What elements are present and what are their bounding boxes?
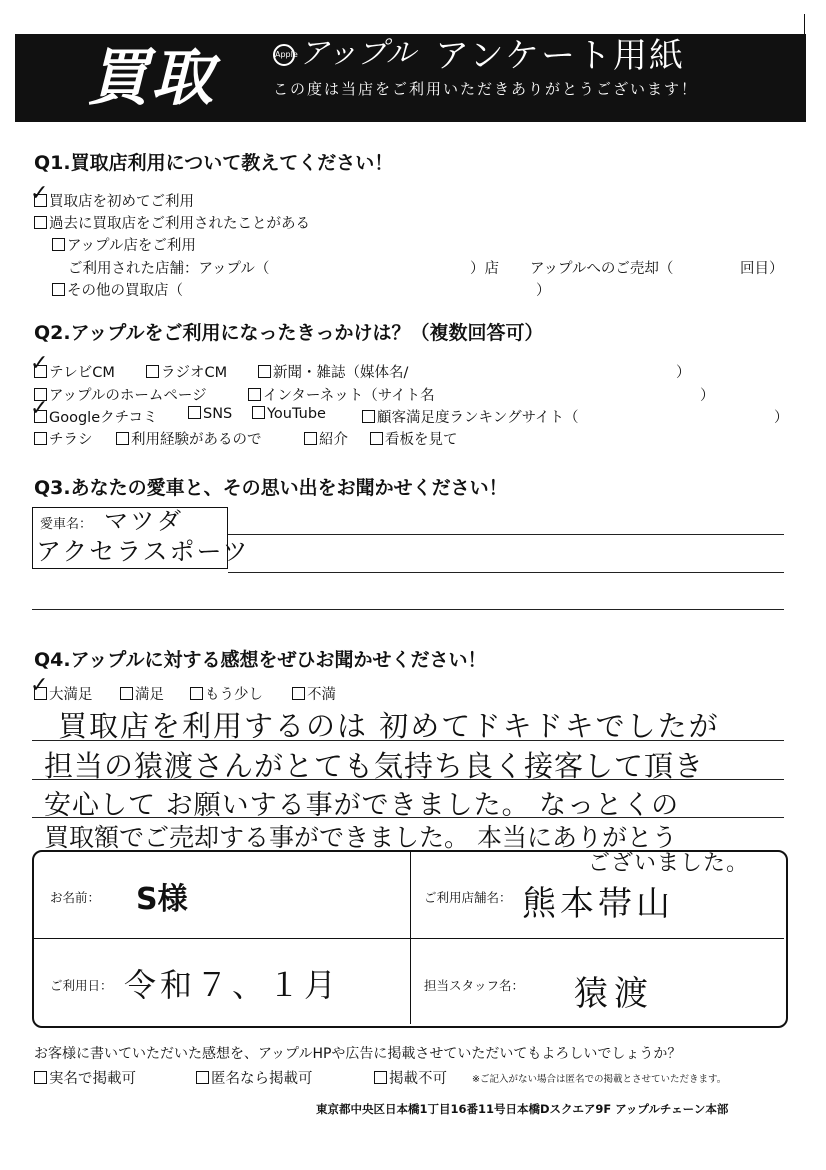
date-label: ご利用日： (50, 978, 113, 993)
q1-sale-count-suffix: 回目） (740, 261, 784, 277)
q2-option-youtube[interactable]: YouTube (252, 406, 326, 422)
answer-line (32, 609, 784, 610)
q1-title: Q1.買取店利用について教えてください！ (34, 152, 394, 174)
checkbox[interactable] (190, 687, 203, 700)
q2-option-google[interactable]: Googleクチコミ (34, 406, 158, 427)
checkbox[interactable] (252, 406, 265, 419)
q2-option-radiocm[interactable]: ラジオCM (146, 361, 227, 382)
car-model-handwriting: アクセラスポーツ (36, 537, 250, 566)
company-address: 東京都中央区日本橋1丁目16番11号日本橋Dスクエア9F アップルチェーン本部 (316, 1102, 729, 1116)
q2-option-experience[interactable]: 利用経験があるので (116, 428, 262, 449)
consent-note: ※ご記入がない場合は匿名での掲載とさせていただきます。 (472, 1074, 727, 1085)
store-label: ご利用店舗名： (424, 890, 512, 905)
q3-title: Q3.あなたの愛車と、その思い出をお聞かせください！ (34, 477, 508, 499)
checkbox[interactable] (370, 432, 383, 445)
checkmark-icon: ✓ (30, 396, 49, 421)
checkbox[interactable] (196, 1071, 209, 1084)
staff-label: 担当スタッフ名： (424, 978, 525, 993)
checkbox[interactable] (374, 1071, 387, 1084)
checkbox[interactable] (188, 406, 201, 419)
q4-title: Q4.アップルに対する感想をぜひお聞かせください！ (34, 649, 487, 671)
comment-line-2: 担当の猿渡さんがとても気持ち良く接客して頂き (44, 749, 705, 783)
answer-line (228, 534, 784, 535)
brand-name: アップル (299, 36, 416, 71)
q1-option-apple-store[interactable]: アップル店をご利用 (52, 234, 196, 255)
staff-value[interactable]: 猿渡 (574, 974, 654, 1014)
checkmark-icon: ✓ (30, 351, 49, 376)
checkbox[interactable] (34, 1071, 47, 1084)
q2-option-flyer[interactable]: チラシ (34, 428, 93, 449)
consent-option-anonymous[interactable]: 匿名なら掲載可 (196, 1067, 313, 1088)
checkbox[interactable] (248, 388, 261, 401)
q2-ranking-close: ） (774, 410, 789, 426)
comment-line-5: ございました。 (588, 851, 750, 876)
q1-store-used-label: ご利用された店舗：アップル（ (68, 261, 270, 277)
checkbox[interactable] (34, 432, 47, 445)
checkmark-icon: ✓ (30, 181, 49, 206)
checkbox[interactable] (52, 238, 65, 251)
comment-line-4: 買取額でご売却する事ができました。 本当にありがとう (44, 823, 677, 852)
checkbox[interactable] (304, 432, 317, 445)
q2-option-internet[interactable]: インターネット（サイト名 (248, 384, 435, 405)
checkbox[interactable] (292, 687, 305, 700)
checkmark-icon: ✓ (30, 673, 49, 698)
q1-option-first-time[interactable]: 買取店を初めてご利用 (34, 190, 194, 211)
checkbox[interactable] (258, 365, 271, 378)
q1-sale-count-label: アップルへのご売却（ (530, 261, 674, 277)
q2-option-tvcm[interactable]: テレビCM (34, 361, 115, 382)
scan-mark (804, 14, 805, 38)
checkbox[interactable] (34, 216, 47, 229)
q2-newspaper-close: ） (676, 365, 691, 381)
q4-option-very-satisfied[interactable]: 大満足 (34, 683, 93, 704)
q2-title: Q2.アップルをご利用になったきっかけは？（複数回答可） (34, 322, 544, 344)
comment-line-1: 買取店を利用するのは 初めてドキドキでしたが (58, 709, 720, 743)
consent-option-no[interactable]: 掲載不可 (374, 1067, 447, 1088)
comment-line-3: 安心して お願いする事ができました。 なっとくの (44, 790, 680, 821)
q2-option-homepage[interactable]: アップルのホームページ (34, 384, 207, 405)
apple-logo-icon: Apple (273, 44, 295, 66)
q4-option-unsatisfied[interactable]: 不満 (292, 683, 336, 704)
form-subtitle: この度は当店をご利用いただきありがとうございます！ (273, 80, 699, 98)
checkbox[interactable] (52, 283, 65, 296)
checkbox[interactable] (362, 410, 375, 423)
header-banner (15, 34, 806, 122)
q4-option-satisfied[interactable]: 満足 (120, 683, 164, 704)
name-label: お名前： (50, 890, 101, 905)
checkbox[interactable] (146, 365, 159, 378)
q2-option-ranking[interactable]: 顧客満足度ランキングサイト（ (362, 406, 579, 427)
form-title: アンケート用紙 (435, 36, 685, 76)
q1-other-close: ） (536, 283, 551, 299)
q1-option-other[interactable]: その他の買取店（ (52, 279, 183, 300)
consent-option-real-name[interactable]: 実名で掲載可 (34, 1067, 136, 1088)
panel-divider-horizontal (34, 938, 784, 939)
checkbox[interactable] (116, 432, 129, 445)
q4-option-more[interactable]: もう少し (190, 683, 263, 704)
q2-option-referral[interactable]: 紹介 (304, 428, 348, 449)
checkbox[interactable] (120, 687, 133, 700)
car-maker-handwriting: マツダ (104, 507, 185, 535)
q2-option-newspaper[interactable]: 新聞・雑誌（媒体名/ (258, 361, 408, 382)
q2-option-signboard[interactable]: 看板を見て (370, 428, 458, 449)
car-name-label: 愛車名： (40, 517, 93, 532)
answer-line (228, 572, 784, 573)
q1-option-returning[interactable]: 過去に買取店をご利用されたことがある (34, 212, 310, 233)
publish-consent-question: お客様に書いていただいた感想を、アップルHPや広告に掲載させていただいてもよろしいでしょうか？ (34, 1046, 682, 1062)
name-value[interactable]: S様 (136, 882, 188, 917)
q1-store-suffix: ）店 (470, 261, 499, 277)
q2-option-sns[interactable]: SNS (188, 406, 232, 422)
kaitori-logo: 買取 (87, 41, 216, 114)
q2-internet-close: ） (700, 388, 715, 404)
date-value[interactable]: 令和７、１月 (124, 966, 341, 1004)
store-value[interactable]: 熊本帯山 (522, 884, 674, 924)
